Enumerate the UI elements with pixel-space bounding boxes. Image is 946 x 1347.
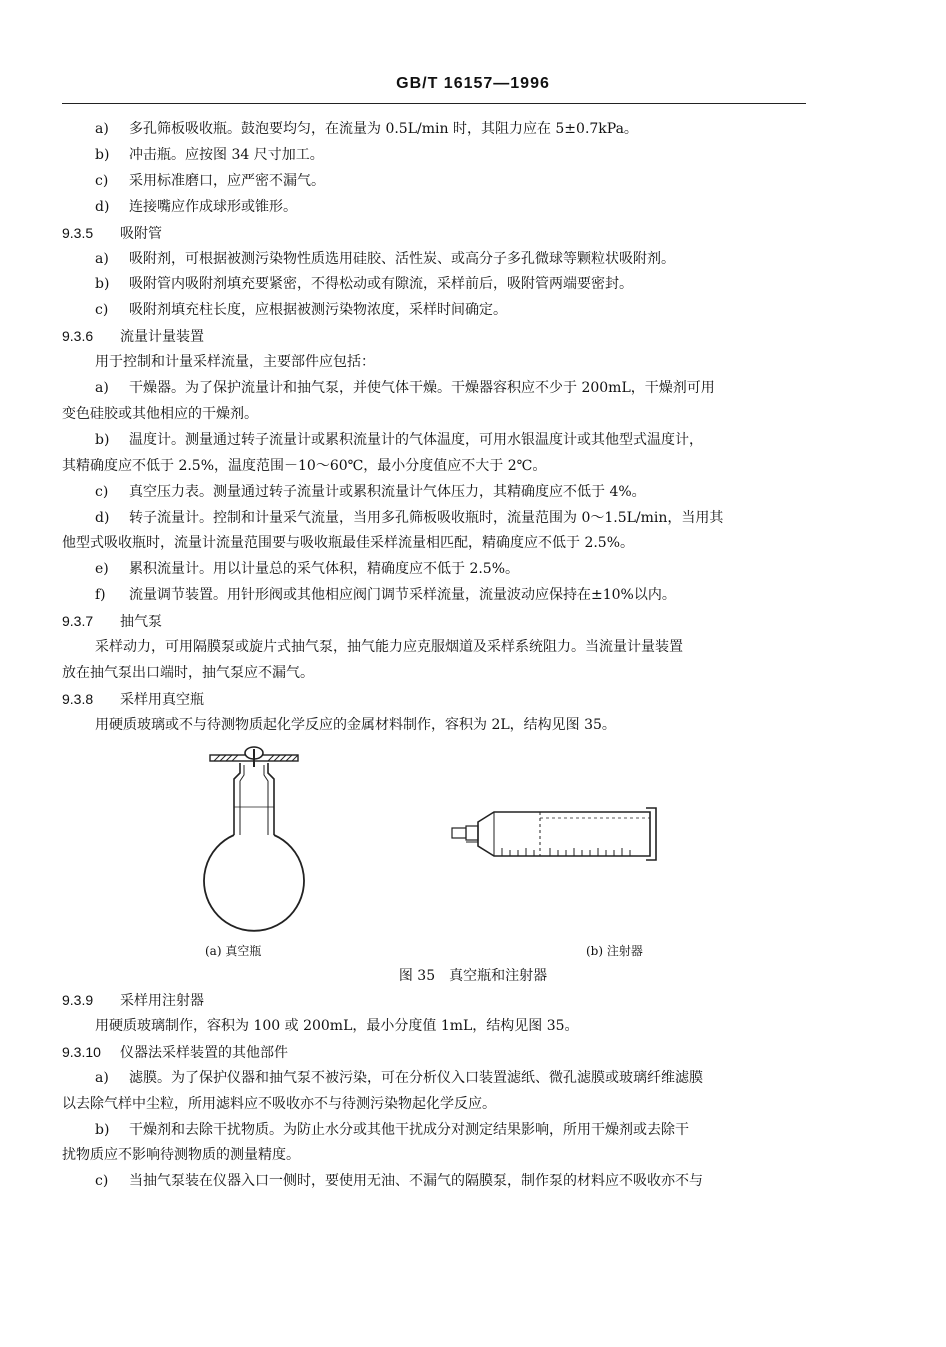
- item-label: a): [95, 380, 109, 396]
- line-text: 吸附剂，可根据被测污染物性质选用硅胶、活性炭、或高分子多孔微球等颗粒状吸附剂。: [129, 250, 675, 267]
- section-number: 9.3.10: [62, 1043, 101, 1060]
- line-text: 冲击瓶。应按图 34 尺寸加工。: [129, 146, 324, 163]
- item-label: c): [95, 1173, 109, 1190]
- line-text: 采样用真空瓶: [120, 690, 204, 707]
- line-text: 变色硅胶或其他相应的干燥剂。: [62, 405, 258, 422]
- text-line: [62, 1145, 300, 1165]
- line-text: 用硬质玻璃制作，容积为 100 或 200mL，最小分度值 1mL，结构见图 35。: [95, 1017, 579, 1034]
- item-label: a): [95, 250, 109, 267]
- section-number: 9.3.5: [62, 224, 94, 241]
- text-line: [95, 249, 675, 269]
- section-heading: [62, 990, 204, 1010]
- syringe-figure: [450, 800, 670, 870]
- line-text: 他型式吸收瓶时，流量计流量范围要与吸收瓶最佳采样流量相匹配，精确度应不低于 2.5%。: [62, 535, 635, 552]
- figure-caption-b: (b) 注射器: [586, 944, 643, 958]
- text-line: [95, 274, 633, 294]
- text-line: [95, 378, 715, 398]
- line-text: 采用标准磨口，应严密不漏气。: [129, 172, 325, 189]
- item-label: e): [95, 561, 109, 578]
- line-text: 滤膜。为了保护仪器和抽气泵不被污染，可在分析仪入口装置滤纸、微孔滤膜或玻璃纤维滤膜: [129, 1069, 703, 1086]
- item-label: c): [95, 483, 109, 500]
- line-text: 仪器法采样装置的其他部件: [120, 1043, 288, 1060]
- figure-caption-a: (a) 真空瓶: [205, 944, 262, 958]
- line-text: 流量调节装置。用针形阀或其他相应阀门调节采样流量，流量波动应保持在±10%以内。: [129, 587, 676, 604]
- line-text: 其精确度应不低于 2.5%，温度范围－10～60℃，最小分度值应不大于 2℃。: [62, 457, 547, 474]
- section-heading: [62, 611, 162, 631]
- section-heading: [62, 1042, 288, 1062]
- line-text: 采样用注射器: [120, 992, 204, 1008]
- text-line: [95, 1120, 689, 1140]
- text-line: [95, 637, 683, 657]
- text-line: [95, 715, 616, 735]
- line-text: 累积流量计。用以计量总的采气体积，精确度应不低于 2.5%。: [129, 561, 520, 578]
- line-text: 温度计。测量通过转子流量计或累积流量计的气体温度，可用水银温度计或其他型式温度计，: [129, 431, 703, 448]
- line-text: 采样动力，可用隔膜泵或旋片式抽气泵，抽气能力应克服烟道及采样系统阻力。当流量计量装置: [95, 639, 683, 655]
- text-line: [95, 300, 507, 320]
- text-line: [95, 508, 723, 528]
- section-number: 9.3.8: [62, 690, 94, 707]
- line-text: 转子流量计。控制和计量采气流量，当用多孔筛板吸收瓶时，流量范围为 0～1.5L/min，当用其: [129, 509, 724, 526]
- text-line: [95, 559, 519, 579]
- text-line: [62, 1094, 496, 1114]
- text-line: [95, 197, 297, 217]
- text-line: [95, 145, 324, 165]
- figure-title: 图 35 真空瓶和注射器: [398, 968, 548, 984]
- item-label: b): [95, 431, 110, 448]
- line-text: 用硬质玻璃或不与待测物质起化学反应的金属材料制作，容积为 2L，结构见图 35。: [95, 716, 616, 733]
- item-label: b): [95, 276, 110, 293]
- item-label: c): [95, 302, 109, 319]
- text-line: [62, 663, 314, 683]
- text-line: [95, 1068, 703, 1088]
- text-line: [95, 482, 646, 502]
- line-text: 干燥器。为了保护流量计和抽气泵，并使气体干燥。干燥器容积应不少于 200mL，干燥剂可用: [129, 380, 715, 396]
- line-text: 扰物质应不影响待测物质的测量精度。: [62, 1147, 300, 1164]
- item-label: c): [95, 172, 109, 189]
- item-label: f): [95, 587, 106, 604]
- section-number: 9.3.6: [62, 328, 94, 345]
- text-line: [95, 119, 638, 139]
- line-text: 吸附管: [120, 224, 162, 241]
- line-text: 真空压力表。测量通过转子流量计或累积流量计气体压力，其精确度应不低于 4%。: [129, 483, 646, 500]
- line-text: 流量计量装置: [120, 328, 204, 345]
- item-label: b): [95, 146, 110, 163]
- text-line: [95, 171, 325, 191]
- line-text: 放在抽气泵出口端时，抽气泵应不漏气。: [62, 664, 314, 681]
- section-heading: [62, 689, 204, 709]
- text-line: [95, 1171, 703, 1191]
- text-line: [62, 533, 634, 553]
- text-line: [95, 430, 703, 450]
- text-line: [62, 456, 546, 476]
- item-label: d): [95, 509, 110, 526]
- line-text: 以去除气样中尘粒，所用滤料应不吸收亦不与待测污染物起化学反应。: [62, 1095, 496, 1112]
- line-text: 吸附剂填充柱长度，应根据被测污染物浓度，采样时间确定。: [129, 302, 507, 319]
- line-text: 当抽气泵装在仪器入口一侧时，要使用无油、不漏气的隔膜泵，制作泵的材料应不吸收亦不与: [129, 1173, 703, 1190]
- vacuum-flask-figure: [200, 745, 320, 935]
- line-text: 吸附管内吸附剂填充要紧密，不得松动或有隙流，采样前后，吸附管两端要密封。: [129, 276, 633, 293]
- section-number: 9.3.9: [62, 992, 94, 1008]
- item-label: a): [95, 1069, 109, 1086]
- line-text: 多孔筛板吸收瓶。鼓泡要均匀，在流量为 0.5L/min 时，其阻力应在 5±0.7kPa。: [129, 121, 638, 137]
- text-line: [62, 404, 258, 424]
- item-label: b): [95, 1121, 110, 1138]
- line-text: 用于控制和计量采样流量，主要部件应包括：: [95, 354, 375, 371]
- standard-header: GB/T 16157—1996: [396, 75, 550, 92]
- item-label: a): [95, 121, 109, 137]
- line-text: 连接嘴应作成球形或锥形。: [129, 198, 297, 215]
- line-text: 干燥剂和去除干扰物质。为防止水分或其他干扰成分对测定结果影响，所用干燥剂或去除干: [129, 1121, 689, 1138]
- text-line: [95, 585, 676, 605]
- section-heading: [62, 326, 204, 346]
- section-number: 9.3.7: [62, 613, 94, 630]
- section-heading: [62, 223, 162, 243]
- text-line: [95, 352, 375, 372]
- text-line: [95, 1016, 579, 1036]
- line-text: 抽气泵: [120, 613, 162, 630]
- header-rule: [62, 103, 806, 104]
- item-label: d): [95, 198, 110, 215]
